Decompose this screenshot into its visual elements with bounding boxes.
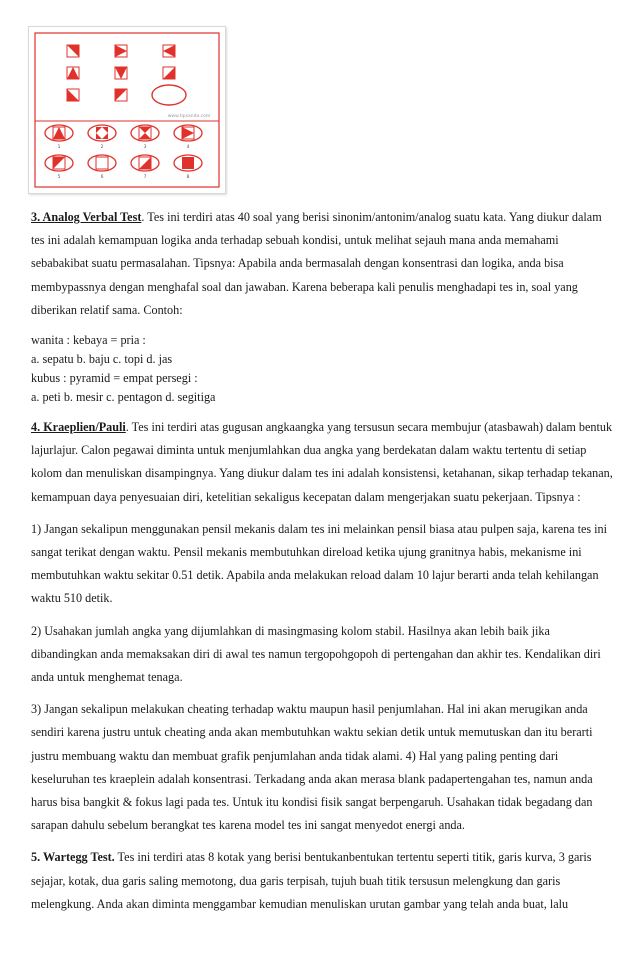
section-4-paragraph xyxy=(31,416,617,509)
section-4-intro: . Tes ini terdiri atas gugusan angkaangka yang tersusun secara membujur (atasbawah) dalam bentuk lajurlajur. Calon pegawai diminta untuk menjumlahkan dua angka yang berdekatan dalam waktu tertentu di setiap kolom dan menuliskan disampingnya. Yang diukur dalam tes ini adalah konsistensi, ketahanan, sikap terhadap tekanan, kemampuan daya penyesuaian diri, ketelitian sekaligus kecepatan dalam mengerjakan suatu pekerjaan. Tipsnya : xyxy=(31,420,613,504)
section-5-title: 5. Wartegg Test. xyxy=(31,850,115,865)
option-number: 1 xyxy=(57,145,61,150)
section-5-paragraph xyxy=(31,846,617,916)
tip-1 xyxy=(31,518,617,611)
example-line: a. sepatu b. baju c. topi d. jas xyxy=(31,352,173,367)
option-number: 6 xyxy=(100,175,104,180)
figure-image xyxy=(28,26,226,194)
figure-watermark: www.tipsanda.com xyxy=(167,114,211,119)
section-5-intro: Tes ini terdiri atas 8 kotak yang berisi bentukanbentukan tertentu seperti titik, garis kurva, 3 garis sejajar, kotak, dua garis saling memotong, dua garis terpisah, tujuh buah titik tersusun melengkung dan garis melengkung. Anda akan diminta menggambar kemudian menuliskan urutan gambar yang telah anda buat, lalu xyxy=(31,850,592,911)
option-number: 4 xyxy=(186,145,190,150)
example-line: a. peti b. mesir c. pentagon d. segitiga xyxy=(31,390,216,405)
option-number: 3 xyxy=(143,145,147,150)
document-body xyxy=(31,206,617,925)
option-number: 2 xyxy=(100,145,104,150)
option-number: 7 xyxy=(143,175,147,180)
section-3-title: 3. Analog Verbal Test xyxy=(31,210,142,224)
tip-1-text: 1) Jangan sekalipun menggunakan pensil mekanis dalam tes ini melainkan pensil biasa atau pulpen saja, karena tes ini sangat terikat dengan waktu. Pensil mekanis membutuhkan direload ketika ujung granitnya habis, mekanisme ini membutuhkan waktu sekitar 0.51 detik. Apabila anda melakukan reload dalam 10 lajur berarti anda telah kehilangan waktu 510 detik. xyxy=(31,521,608,606)
section-3-paragraph xyxy=(31,206,617,322)
section-3-examples xyxy=(31,331,617,407)
pattern-test-figure xyxy=(29,27,225,193)
option-number: 8 xyxy=(186,175,190,180)
example-line: kubus : pyramid = empat persegi : xyxy=(31,371,198,386)
example-line: wanita : kebaya = pria : xyxy=(31,333,146,348)
tip-2-text: 2) Usahakan jumlah angka yang dijumlahkan di masingmasing kolom stabil. Hasilnya akan lebih baik jika dibandingkan anda memaksakan diri di awal tes namun tergopohgopoh di pertengahan dan akhir tes. Kendalikan diri anda untuk menghemat tenaga. xyxy=(31,623,601,685)
section-4-title: 4. Kraeplien/Pauli xyxy=(31,420,126,435)
tip-3-text: 3) Jangan sekalipun melakukan cheating terhadap waktu maupun hasil penjumlahan. Hal ini akan merugikan anda sendiri karena justru untuk cheating anda akan membutuhkan waktu sekian detik untuk memutuskan dan itu berarti justru membuang waktu dan membuat grafik penjumlahan anda tidak alami. 4) Hal yang paling penting dari keseluruhan tes kraeplein adalah konsentrasi. Terkadang anda akan merasa blank padapertengahan tes, namun anda harus bisa bangkit & fokus lagi pada tes. Untuk itu kondisi fisik sangat berpengaruh. Usahakan tidak begadang dan sarapan dahulu sebelum berangkat tes karena model tes ini sangat menyedot energi anda. xyxy=(31,702,593,833)
section-5 xyxy=(31,846,617,916)
option-number: 5 xyxy=(57,175,61,180)
tip-2 xyxy=(31,620,617,690)
section-4 xyxy=(31,416,617,509)
tip-3 xyxy=(31,698,617,837)
section-3 xyxy=(31,206,617,322)
section-3-intro: . Tes ini terdiri atas 40 soal yang berisi sinonim/antonim/analog suatu kata. Yang diukur dalam tes ini adalah kemampuan logika anda terhadap sebuah kondisi, untuk melihat sejauh mana anda memahami sebabakibat suatu permasalahan. Tipsnya: Apabila anda bermasalah dengan konsentrasi dan logika, anda bisa membypassnya dengan menghafal soal dan jawaban. Karena beberapa kali penulis menghadapi tes in, soal yang diberikan relatif sama. Contoh: xyxy=(31,210,602,317)
